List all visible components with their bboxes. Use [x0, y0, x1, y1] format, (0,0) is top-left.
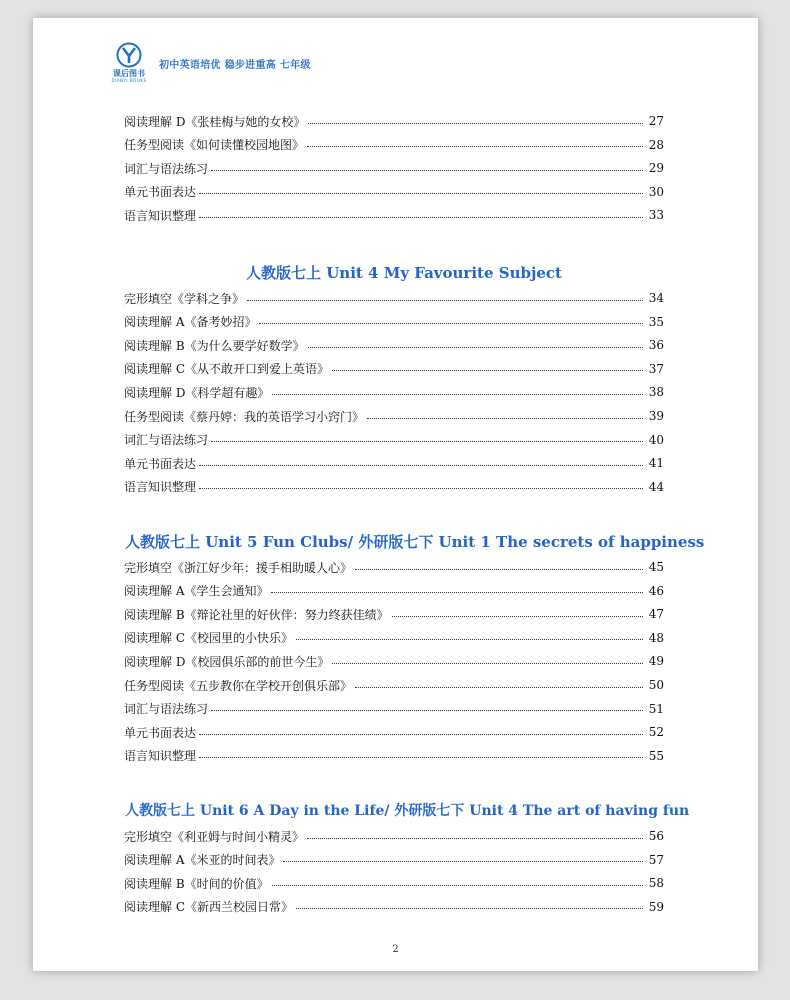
toc-entry[interactable] — [124, 431, 664, 449]
toc-entry-page: 58 — [648, 876, 664, 891]
dot-leader — [355, 569, 643, 570]
toc-entry[interactable] — [124, 747, 664, 765]
toc-entry-title: 单元书面表达 — [124, 725, 197, 740]
dot-leader — [392, 616, 643, 617]
toc-entry-page: 46 — [648, 583, 664, 598]
dot-leader — [199, 757, 643, 758]
toc-entry-page: 38 — [648, 385, 664, 400]
logo-subtext: DIANYI BOOKS — [111, 78, 147, 83]
toc-entry-title: 语言知识整理 — [124, 480, 197, 495]
toc-entry-page: 45 — [648, 560, 664, 574]
toc-entry[interactable] — [124, 112, 664, 130]
dot-leader — [199, 488, 643, 489]
publisher-logo — [109, 42, 149, 83]
toc-entry-page: 44 — [648, 479, 664, 494]
toc-entry-title: 阅读理解 B《辩论社里的好伙伴：努力终获佳绩》 — [124, 607, 389, 622]
toc-entry[interactable] — [124, 605, 664, 623]
toc-entry-title: 词汇与语法练习 — [124, 161, 209, 176]
toc-entry-page: 35 — [648, 314, 664, 329]
toc-entry-title: 任务型阅读《五步教你在学校开创俱乐部》 — [124, 678, 353, 693]
toc-entry-title: 任务型阅读《如何读懂校园地图》 — [124, 138, 305, 153]
dot-leader — [308, 123, 643, 124]
toc-entry-title: 单元书面表达 — [124, 456, 197, 471]
document-page — [33, 18, 758, 971]
toc-entry-page: 41 — [648, 456, 664, 471]
section-title: 人教版七上 Unit 6 A Day in the Life/ 外研版七下 Unit 4 The art of having fun — [125, 803, 690, 819]
dot-leader — [283, 861, 643, 862]
dot-leader — [307, 838, 643, 839]
dot-leader — [307, 146, 643, 147]
toc-entry[interactable] — [124, 206, 664, 224]
toc-entry-page: 27 — [648, 114, 664, 128]
toc-entry-title: 完形填空《学科之争》 — [124, 291, 245, 306]
dot-leader — [247, 300, 643, 301]
header-tagline: 初中英语培优 稳步进重高 七年级 — [159, 60, 311, 71]
toc-entry-title: 语言知识整理 — [124, 208, 197, 223]
toc-entry-title: 完形填空《浙江好少年：援手相助暖人心》 — [124, 560, 353, 575]
section-title: 人教版七上 Unit 5 Fun Clubs/ 外研版七下 Unit 1 The secrets of happiness — [125, 533, 705, 551]
toc-entry-page: 50 — [648, 678, 664, 692]
dot-leader — [199, 193, 643, 194]
toc-entry-page: 29 — [648, 161, 664, 176]
toc-entry-title: 阅读理解 D《科学超有趣》 — [124, 385, 270, 400]
toc-entry[interactable] — [124, 454, 664, 472]
page-header — [109, 42, 311, 83]
toc-entry-title: 阅读理解 A《备考妙招》 — [124, 315, 257, 330]
dot-leader — [199, 734, 643, 735]
dot-leader — [367, 418, 643, 419]
toc-entry[interactable] — [124, 629, 664, 647]
dot-leader — [332, 663, 643, 664]
toc-entry[interactable] — [124, 383, 664, 401]
toc-entry[interactable] — [124, 723, 664, 741]
dot-leader — [259, 323, 643, 324]
toc-entry-page: 56 — [648, 829, 664, 843]
toc-entry[interactable] — [124, 478, 664, 496]
toc-entry-page: 55 — [648, 748, 664, 763]
toc-entry[interactable] — [124, 851, 664, 869]
toc-entry-title: 阅读理解 A《米亚的时间表》 — [124, 853, 281, 868]
dot-leader — [211, 710, 643, 711]
toc-entry-title: 词汇与语法练习 — [124, 702, 209, 717]
dot-leader — [308, 347, 643, 348]
page-number: 2 — [392, 944, 399, 955]
toc-entry-page: 28 — [648, 137, 664, 152]
toc-entry[interactable] — [124, 336, 664, 354]
toc-entry-title: 阅读理解 C《从不敢开口到爱上英语》 — [124, 362, 329, 377]
dot-leader — [211, 441, 643, 442]
toc-entry-title: 阅读理解 B《为什么要学好数学》 — [124, 338, 305, 353]
toc-entry-page: 33 — [648, 208, 664, 223]
toc-entry-page: 48 — [648, 630, 664, 645]
logo-emblem-icon — [116, 42, 142, 68]
toc-entry-title: 完形填空《利亚姆与时间小精灵》 — [124, 829, 305, 844]
toc-entry-page: 47 — [648, 607, 664, 622]
toc-entry-title: 阅读理解 C《校园里的小快乐》 — [124, 631, 293, 646]
toc-entry-page: 57 — [648, 852, 664, 867]
toc-entry[interactable] — [124, 582, 664, 600]
toc-entry-title: 阅读理解 B《时间的价值》 — [124, 876, 269, 891]
toc-entry-page: 39 — [648, 409, 664, 423]
toc-entry[interactable] — [124, 159, 664, 177]
toc-entry[interactable] — [124, 898, 664, 916]
section-title: 人教版七上 Unit 4 My Favourite Subject — [246, 264, 562, 282]
toc-entry-page: 34 — [648, 291, 664, 305]
toc-entry[interactable] — [124, 313, 664, 331]
toc-entry[interactable] — [124, 874, 664, 892]
dot-leader — [199, 465, 643, 466]
toc-entry-page: 51 — [648, 701, 664, 716]
logo-text: 课后图书 — [113, 69, 145, 78]
toc-entry[interactable] — [124, 289, 664, 307]
toc-entry[interactable] — [124, 652, 664, 670]
dot-leader — [271, 592, 643, 593]
toc-entry-page: 36 — [648, 338, 664, 353]
dot-leader — [296, 908, 643, 909]
dot-leader — [199, 217, 643, 218]
toc-entry-title: 阅读理解 D《张桂梅与她的女校》 — [124, 114, 306, 129]
dot-leader — [296, 639, 643, 640]
dot-leader — [272, 885, 643, 886]
toc-entry-title: 阅读理解 C《新西兰校园日常》 — [124, 900, 293, 915]
dot-leader — [355, 687, 643, 688]
toc-entry[interactable] — [124, 676, 664, 694]
toc-entry-page: 52 — [648, 725, 664, 740]
toc-entry-title: 单元书面表达 — [124, 185, 197, 200]
toc-entry[interactable] — [124, 827, 664, 845]
toc-entry-title: 阅读理解 D《校园俱乐部的前世今生》 — [124, 654, 330, 669]
toc-entry[interactable] — [124, 136, 664, 154]
toc-entry-page: 30 — [648, 184, 664, 199]
toc-entry[interactable] — [124, 700, 664, 718]
toc-entry-page: 37 — [648, 361, 664, 376]
toc-entry-title: 任务型阅读《蔡丹婷：我的英语学习小窍门》 — [124, 409, 365, 424]
toc-entry-page: 40 — [648, 432, 664, 447]
toc-entry[interactable] — [124, 558, 664, 576]
toc-entry-page: 59 — [648, 899, 664, 914]
toc-entry-title: 词汇与语法练习 — [124, 433, 209, 448]
toc-entry-title: 语言知识整理 — [124, 749, 197, 764]
toc-entry[interactable] — [124, 360, 664, 378]
toc-entry[interactable] — [124, 183, 664, 201]
toc-entry-page: 49 — [648, 654, 664, 669]
dot-leader — [272, 394, 643, 395]
dot-leader — [332, 370, 643, 371]
dot-leader — [211, 170, 643, 171]
toc-entry[interactable] — [124, 407, 664, 425]
toc-entry-title: 阅读理解 A《学生会通知》 — [124, 584, 269, 599]
